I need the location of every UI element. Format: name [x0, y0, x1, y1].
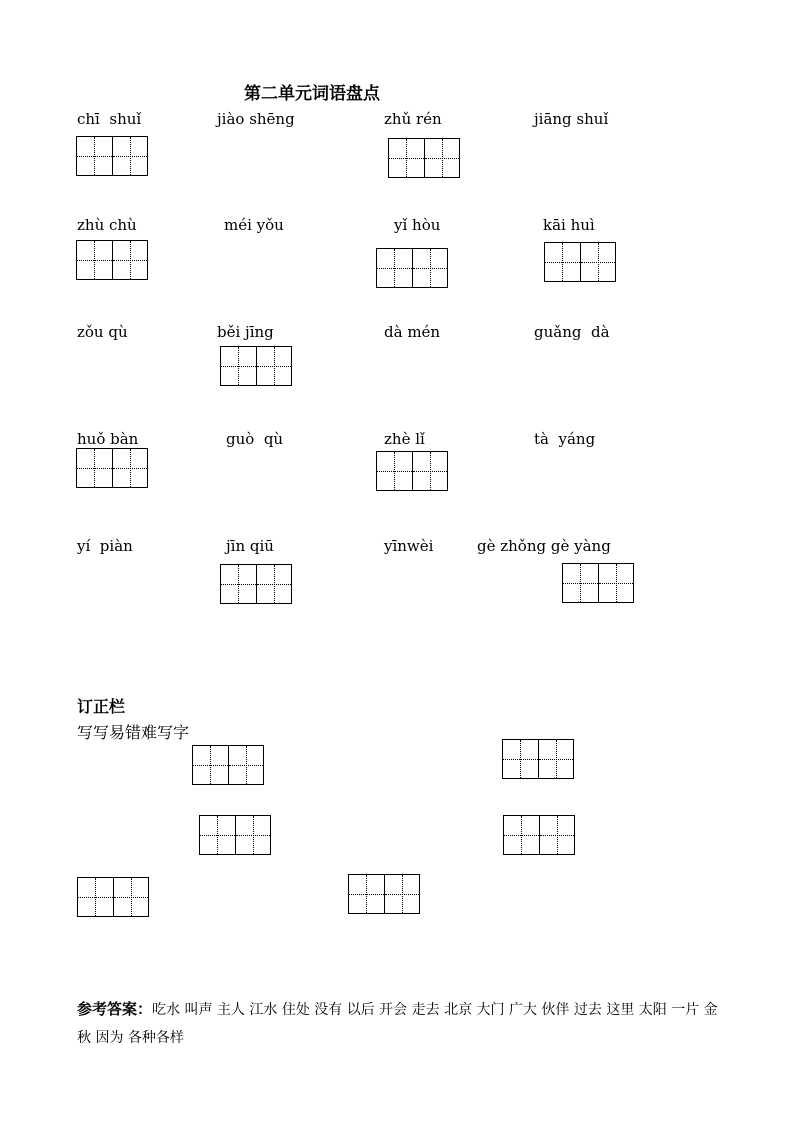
writing-grid	[376, 451, 448, 491]
correction-grid	[192, 745, 264, 785]
writing-grid	[376, 248, 448, 288]
correction-grid	[348, 874, 420, 914]
answer-label: 参考答案：	[77, 1000, 153, 1018]
writing-grid	[76, 240, 148, 280]
writing-grid	[76, 136, 148, 176]
pinyin-label: yí piàn	[77, 537, 133, 555]
answer-key	[77, 995, 727, 1052]
writing-grid	[220, 564, 292, 604]
pinyin-label: tà yáng	[534, 430, 596, 448]
pinyin-label: huǒ bàn	[77, 430, 139, 448]
correction-subheading: 写写易错难写字	[77, 723, 190, 742]
pinyin-label: jīn qiū	[226, 537, 274, 555]
page-title: 第二单元词语盘点	[244, 84, 380, 104]
pinyin-label: jiāng shuǐ	[534, 110, 609, 128]
writing-grid	[544, 242, 616, 282]
pinyin-label: guò qù	[226, 430, 284, 448]
pinyin-label: chī shuǐ	[77, 110, 142, 128]
answer-text: 吃水 叫声 主人 江水 住处 没有 以后 开会 走去 北京 大门 广大 伙伴 过去 这里 太阳 一片 金秋 因为 各种各样	[77, 1002, 718, 1046]
pinyin-label: zhù chù	[77, 216, 137, 234]
correction-grid	[503, 815, 575, 855]
pinyin-label: méi yǒu	[224, 216, 284, 234]
pinyin-label: běi jīng	[217, 323, 274, 341]
correction-grid	[502, 739, 574, 779]
pinyin-label: guǎng dà	[534, 323, 610, 341]
writing-grid	[76, 448, 148, 488]
pinyin-label: zǒu qù	[77, 323, 128, 341]
writing-grid	[388, 138, 460, 178]
correction-grid	[77, 877, 149, 917]
pinyin-label: zhǔ rén	[384, 110, 442, 128]
pinyin-label: gè zhǒng gè yàng	[477, 537, 611, 555]
pinyin-label: yīnwèi	[384, 537, 434, 555]
pinyin-label: kāi huì	[543, 216, 595, 234]
correction-heading: 订正栏	[77, 697, 126, 716]
pinyin-label: dà mén	[384, 323, 441, 341]
pinyin-label: zhè lǐ	[384, 430, 425, 448]
pinyin-label: yǐ hòu	[394, 216, 441, 234]
writing-grid	[562, 563, 634, 603]
correction-grid	[199, 815, 271, 855]
pinyin-label: jiào shēng	[217, 110, 295, 128]
writing-grid	[220, 346, 292, 386]
